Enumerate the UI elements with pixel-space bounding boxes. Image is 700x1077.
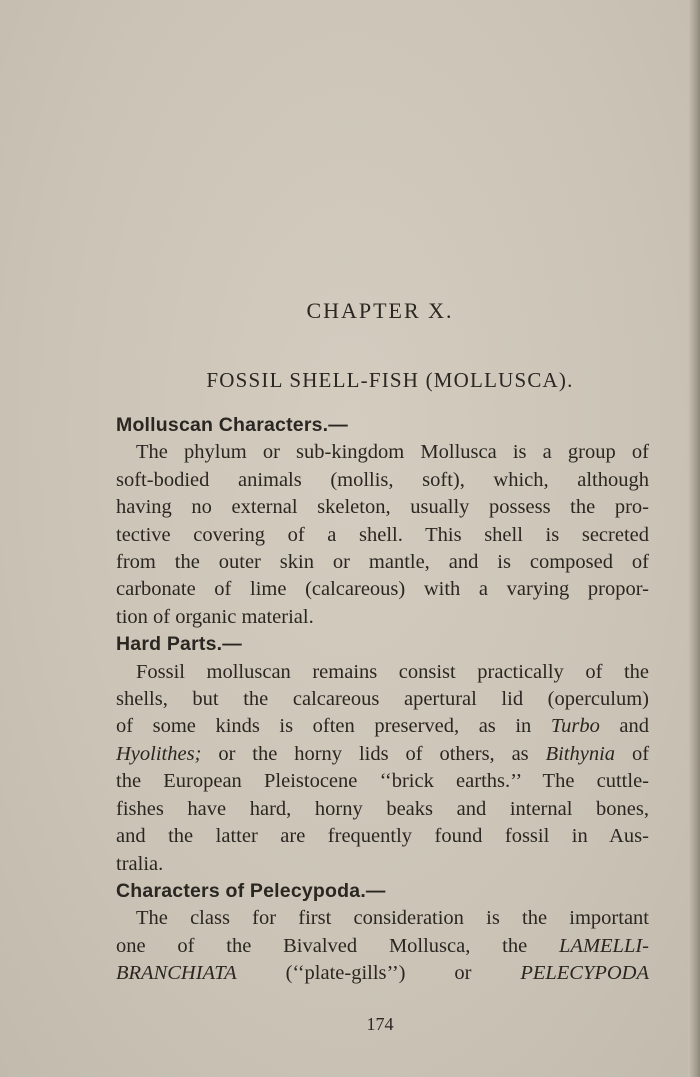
- text-line: carbonate of lime (calcareous) with a varying propor-: [116, 578, 649, 601]
- chapter-title: FOSSIL SHELL-FISH (MOLLUSCA).: [206, 368, 574, 392]
- section-heading-molluscan-characters: Molluscan Characters.—: [116, 414, 348, 436]
- text-line: Hyolithes; or the horny lids of others, as Bithynia of: [116, 742, 650, 765]
- text-line: The phylum or sub-kingdom Mollusca is a group of: [136, 441, 649, 464]
- text-line: tralia.: [116, 852, 164, 875]
- chapter-heading: CHAPTER X.: [306, 298, 454, 323]
- section-heading-hard-parts: Hard Parts.—: [116, 633, 242, 656]
- section-heading-characters-of-pelecypoda: Characters of Pelecypoda.—: [116, 879, 386, 902]
- text-line: shells, but the calcareous apertural lid (operculum): [116, 688, 649, 711]
- text-line: BRANCHIATA (‘‘plate-gills’’) or PELECYPODA: [116, 962, 650, 985]
- text-line: soft-bodied animals (mollis, soft), which, although: [116, 468, 649, 491]
- taxon-lamellibranchiata: LAMELLI-: [559, 934, 650, 957]
- text-line: of some kinds is often preserved, as in Turbo and: [116, 715, 650, 738]
- text-line: fishes have hard, horny beaks and internal bones,: [116, 797, 649, 820]
- text-line: Fossil molluscan remains consist practically of the: [136, 660, 649, 683]
- page-number: 174: [366, 1014, 394, 1034]
- text-line: one of the Bivalved Mollusca, the LAMELLI-: [116, 934, 650, 957]
- text-line: tective covering of a shell. This shell is secreted: [116, 523, 649, 546]
- taxon-branchiata: BRANCHIATA: [116, 962, 237, 985]
- page-edge: [688, 0, 700, 1077]
- text-line: and the latter are frequently found fossil in Aus-: [116, 825, 649, 848]
- body-text: [116, 412, 649, 988]
- taxon-bithynia: Bithynia: [545, 742, 616, 765]
- text-line: from the outer skin or mantle, and is composed of: [116, 551, 649, 574]
- taxon-hyolithes: Hyolithes;: [116, 742, 202, 765]
- text-line: The class for first consideration is the important: [136, 907, 649, 930]
- taxon-turbo: Turbo: [550, 715, 600, 738]
- taxon-pelecypoda: PELECYPODA: [520, 962, 650, 985]
- text-line: having no external skeleton, usually possess the pro-: [116, 496, 649, 519]
- text-line: the European Pleistocene ‘‘brick earths.’’ The cuttle-: [116, 770, 649, 793]
- text-line: tion of organic material.: [116, 605, 314, 628]
